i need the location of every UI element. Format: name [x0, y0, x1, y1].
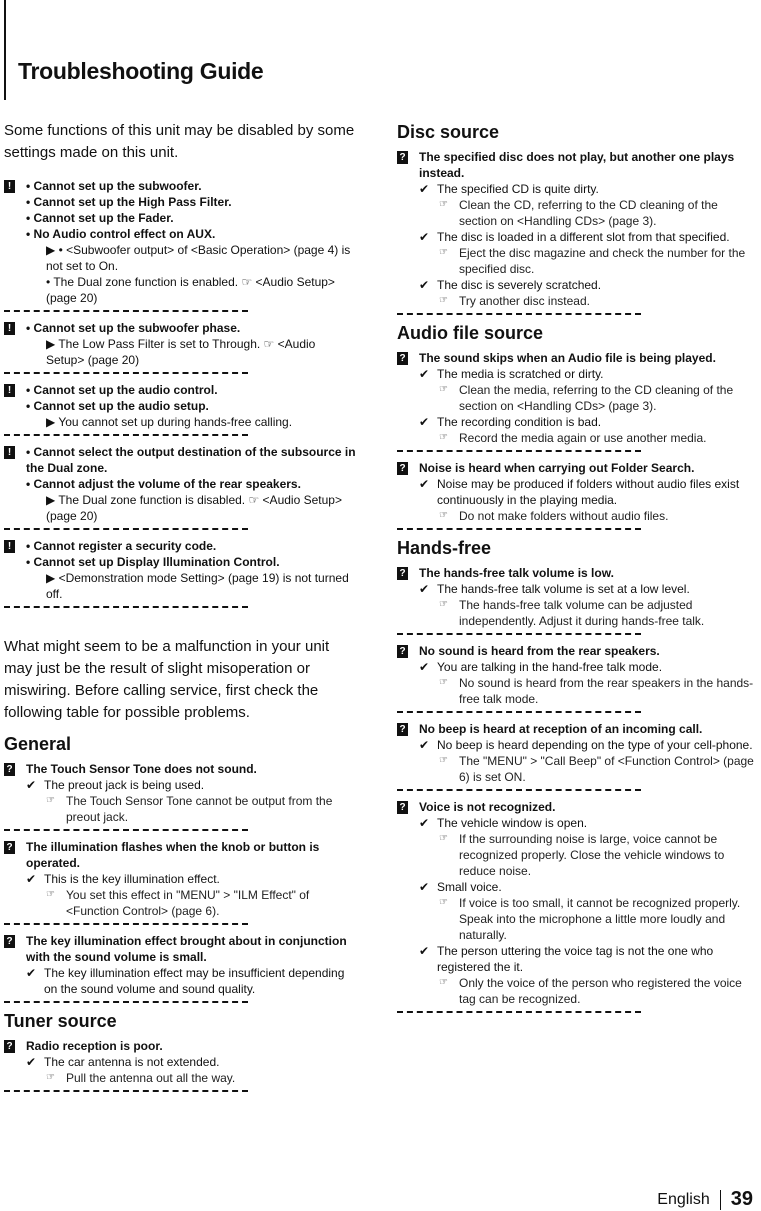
problem-question: [397, 350, 759, 366]
function-item: [4, 382, 356, 398]
problem-cause-text: The recording condition is bad.: [437, 415, 602, 429]
tuner-problems: [4, 1038, 356, 1092]
dashed-separator: [4, 923, 248, 925]
problem-remedy: [397, 382, 759, 414]
problem-cause-text: The disc is severely scratched.: [437, 278, 602, 292]
problem-question: [397, 149, 759, 181]
disabled-functions-list: [4, 178, 356, 608]
page-footer: [657, 1188, 753, 1211]
function-item: [4, 538, 356, 554]
function-item: [4, 210, 356, 226]
question-box-icon: ?: [397, 567, 408, 580]
question-box-icon: ?: [397, 352, 408, 365]
function-item: [4, 476, 356, 492]
problem-remedy-text: No sound is heard from the rear speakers in the hands-free talk mode.: [459, 676, 754, 706]
check-icon: ✔: [26, 966, 37, 980]
problem-question-text: No beep is heard at reception of an incoming call.: [419, 722, 703, 736]
function-item-text: • Cannot set up Display Illumination Control.: [26, 555, 280, 569]
pointing-hand-icon: ☞: [439, 599, 448, 610]
function-item: [4, 554, 356, 570]
problem-remedy-text: The Touch Sensor Tone cannot be output from the preout jack.: [66, 794, 333, 824]
problem-entry: [4, 839, 356, 925]
problem-cause: [397, 366, 759, 382]
problem-cause: [397, 879, 759, 895]
problem-remedy: [397, 245, 759, 277]
info-box-icon: !: [4, 384, 15, 397]
problem-cause-text: The key illumination effect may be insufficient depending on the sound volume and sound quality.: [44, 966, 345, 996]
check-icon: ✔: [26, 778, 37, 792]
info-box-icon: !: [4, 446, 15, 459]
function-item-text: • Cannot set up the subwoofer phase.: [26, 321, 241, 335]
question-box-icon: ?: [4, 935, 15, 948]
problem-cause-text: The specified CD is quite dirty.: [437, 182, 599, 196]
dashed-separator: [397, 633, 641, 635]
section-heading-disc: Disc source: [397, 122, 500, 142]
check-icon: ✔: [419, 415, 430, 429]
function-note-text: ▶ You cannot set up during hands-free calling.: [46, 415, 293, 429]
problem-remedy: [397, 975, 759, 1007]
problem-remedy: [397, 293, 759, 309]
check-icon: ✔: [419, 880, 430, 894]
problem-cause-text: The hands-free talk volume is set at a low level.: [437, 582, 690, 596]
intro-paragraph-2: What might seem to be a malfunction in your unit may just be the result of slight misoperation or miswiring. Before calling service, first check the following table for possible problems.: [4, 638, 330, 721]
problem-entry: [4, 1038, 356, 1092]
problem-cause: [397, 943, 759, 975]
problem-question-text: Voice is not recognized.: [419, 800, 556, 814]
problem-cause: [397, 659, 759, 675]
function-item-text: • Cannot register a security code.: [26, 539, 217, 553]
problem-remedy-text: If voice is too small, it cannot be recognized properly. Speak into the microphone a little more loudly and naturally.: [459, 896, 741, 942]
problem-cause: [397, 815, 759, 831]
problem-cause-text: Small voice.: [437, 880, 502, 894]
problem-question-text: The sound skips when an Audio file is being played.: [419, 351, 716, 365]
problem-question: [397, 643, 759, 659]
function-note: [4, 274, 356, 306]
pointing-hand-icon: ☞: [439, 897, 448, 908]
pointing-hand-icon: ☞: [46, 889, 55, 900]
section-heading-audio-file: Audio file source: [397, 323, 544, 343]
info-box-icon: !: [4, 322, 15, 335]
footer-page-number: 39: [730, 1188, 753, 1210]
check-icon: ✔: [419, 230, 430, 244]
problem-remedy-text: Do not make folders without audio files.: [459, 509, 669, 523]
check-icon: ✔: [419, 738, 430, 752]
check-icon: ✔: [26, 872, 37, 886]
dashed-separator: [4, 829, 248, 831]
pointing-hand-icon: ☞: [439, 977, 448, 988]
page-title: Troubleshooting Guide: [18, 58, 264, 84]
problem-entry: [397, 721, 759, 791]
problem-cause: [397, 229, 759, 245]
problem-question: [4, 933, 356, 965]
function-group: [4, 382, 356, 436]
function-item-text: • Cannot set up the audio control.: [26, 383, 218, 397]
problem-question: [397, 460, 759, 476]
problem-remedy: [4, 1070, 356, 1086]
check-icon: ✔: [26, 1055, 37, 1069]
question-box-icon: ?: [4, 763, 15, 776]
problem-cause-text: The vehicle window is open.: [437, 816, 588, 830]
problem-entry: [4, 933, 356, 1003]
question-box-icon: ?: [397, 462, 408, 475]
dashed-separator: [4, 528, 248, 530]
pointing-hand-icon: ☞: [46, 1072, 55, 1083]
dashed-separator: [4, 1090, 248, 1092]
dashed-separator: [4, 310, 248, 312]
function-item: [4, 178, 356, 194]
problem-cause: [397, 476, 759, 508]
dashed-separator: [4, 1001, 248, 1003]
section-heading-tuner: Tuner source: [4, 1011, 117, 1031]
function-note: [4, 242, 356, 274]
dashed-separator: [397, 789, 641, 791]
question-box-icon: ?: [397, 801, 408, 814]
check-icon: ✔: [419, 367, 430, 381]
check-icon: ✔: [419, 477, 430, 491]
problem-question-text: The hands-free talk volume is low.: [419, 566, 614, 580]
problem-cause-text: You are talking in the hand-free talk mode.: [437, 660, 663, 674]
function-item: [4, 226, 356, 242]
problem-remedy-text: The hands-free talk volume can be adjusted independently. Adjust it during hands-free talk.: [459, 598, 705, 628]
function-item-text: • Cannot set up the Fader.: [26, 211, 174, 225]
check-icon: ✔: [419, 582, 430, 596]
pointing-hand-icon: ☞: [439, 677, 448, 688]
problem-question-text: No sound is heard from the rear speakers.: [419, 644, 660, 658]
problem-remedy: [4, 887, 356, 919]
function-item-text: • Cannot select the output destination of the subsource in the Dual zone.: [26, 445, 356, 475]
function-group: [4, 320, 356, 374]
problem-cause: [4, 965, 356, 997]
function-item-text: • Cannot adjust the volume of the rear speakers.: [26, 477, 301, 491]
problem-entry: [397, 149, 759, 315]
problem-question: [397, 565, 759, 581]
problem-cause: [397, 581, 759, 597]
problem-remedy-text: Pull the antenna out all the way.: [66, 1071, 236, 1085]
question-box-icon: ?: [397, 723, 408, 736]
pointing-hand-icon: ☞: [439, 247, 448, 258]
function-item-text: • No Audio control effect on AUX.: [26, 227, 216, 241]
problem-question-text: Radio reception is poor.: [26, 1039, 163, 1053]
problem-cause-text: No beep is heard depending on the type of your cell-phone.: [437, 738, 753, 752]
problem-cause-text: The preout jack is being used.: [44, 778, 205, 792]
function-note-text: ▶ The Dual zone function is disabled. ☞ <Audio Setup> (page 20): [46, 493, 342, 523]
problem-question: [4, 1038, 356, 1054]
check-icon: ✔: [419, 816, 430, 830]
function-note: [4, 414, 356, 430]
problem-cause-text: The car antenna is not extended.: [44, 1055, 220, 1069]
problem-cause-text: The media is scratched or dirty.: [437, 367, 604, 381]
function-item-text: • Cannot set up the subwoofer.: [26, 179, 202, 193]
function-note-text: ▶ • <Subwoofer output> of <Basic Operation> (page 4) is not set to On.: [46, 243, 351, 273]
footer-divider: [720, 1190, 721, 1210]
problem-question: [397, 799, 759, 815]
pointing-hand-icon: ☞: [439, 510, 448, 521]
function-note-text: • The Dual zone function is enabled. ☞ <Audio Setup> (page 20): [46, 275, 335, 305]
function-item: [4, 320, 356, 336]
problem-question-text: The key illumination effect brought about in conjunction with the sound volume is small.: [26, 934, 347, 964]
question-box-icon: ?: [4, 1040, 15, 1053]
problem-cause-text: Noise may be produced if folders without audio files exist continuously in the playing media.: [437, 477, 740, 507]
section-heading-general: General: [4, 734, 72, 754]
pointing-hand-icon: ☞: [439, 199, 448, 210]
pointing-hand-icon: ☞: [439, 295, 448, 306]
problem-remedy-text: Try another disc instead.: [459, 294, 590, 308]
function-item: [4, 444, 356, 476]
intro-paragraph-1: Some functions of this unit may be disabled by some settings made on this unit.: [4, 122, 355, 161]
function-item-text: • Cannot set up the audio setup.: [26, 399, 209, 413]
dashed-separator: [4, 434, 248, 436]
check-icon: ✔: [419, 660, 430, 674]
pointing-hand-icon: ☞: [46, 795, 55, 806]
pointing-hand-icon: ☞: [439, 384, 448, 395]
problem-remedy-text: You set this effect in "MENU" > "ILM Effect" of <Function Control> (page 6).: [66, 888, 310, 918]
dashed-separator: [4, 606, 248, 608]
general-problems: [4, 761, 356, 1003]
problem-entry: [4, 761, 356, 831]
problem-cause: [397, 737, 759, 753]
problem-remedy: [4, 793, 356, 825]
function-item: [4, 194, 356, 210]
footer-language: English: [657, 1190, 710, 1208]
problem-remedy: [397, 197, 759, 229]
problem-remedy-text: Eject the disc magazine and check the number for the specified disc.: [459, 246, 746, 276]
page-edge-bar: [4, 0, 6, 100]
problem-remedy-text: If the surrounding noise is large, voice cannot be recognized properly. Close the vehicle windows to reduce noise.: [459, 832, 725, 878]
problem-entry: [397, 799, 759, 1013]
info-box-icon: !: [4, 540, 15, 553]
problem-cause: [4, 871, 356, 887]
function-group: [4, 178, 356, 312]
problem-remedy: [397, 597, 759, 629]
dashed-separator: [397, 313, 641, 315]
problem-cause-text: The disc is loaded in a different slot from that specified.: [437, 230, 730, 244]
problem-cause: [397, 181, 759, 197]
problem-question-text: The specified disc does not play, but another one plays instead.: [419, 150, 735, 180]
problem-cause-text: The person uttering the voice tag is not the one who registered the it.: [437, 944, 714, 974]
question-box-icon: ?: [397, 151, 408, 164]
problem-cause: [397, 414, 759, 430]
problem-cause: [397, 277, 759, 293]
problem-remedy-text: Only the voice of the person who registered the voice tag can be recognized.: [459, 976, 742, 1006]
problem-remedy-text: The "MENU" > "Call Beep" of <Function Control> (page 6) is set ON.: [459, 754, 754, 784]
check-icon: ✔: [419, 278, 430, 292]
pointing-hand-icon: ☞: [439, 432, 448, 443]
dashed-separator: [397, 711, 641, 713]
problem-entry: [397, 565, 759, 635]
left-column: [4, 120, 356, 1100]
function-note: [4, 570, 356, 602]
problem-remedy: [397, 430, 759, 446]
problem-remedy-text: Clean the media, referring to the CD cleaning of the section on <Handling CDs> (page 3).: [459, 383, 734, 413]
disc-problems: [397, 149, 759, 315]
problem-question: [4, 839, 356, 871]
problem-remedy-text: Clean the CD, referring to the CD cleaning of the section on <Handling CDs> (page 3).: [459, 198, 718, 228]
problem-entry: [397, 643, 759, 713]
problem-remedy: [397, 831, 759, 879]
function-note-text: ▶ <Demonstration mode Setting> (page 19) is not turned off.: [46, 571, 349, 601]
function-note-text: ▶ The Low Pass Filter is set to Through. ☞ <Audio Setup> (page 20): [46, 337, 316, 367]
pointing-hand-icon: ☞: [439, 833, 448, 844]
problem-cause: [4, 777, 356, 793]
dashed-separator: [397, 1011, 641, 1013]
check-icon: ✔: [419, 944, 430, 958]
problem-cause-text: This is the key illumination effect.: [44, 872, 220, 886]
problem-remedy-text: Record the media again or use another media.: [459, 431, 707, 445]
function-note: [4, 492, 356, 524]
hands-free-problems: [397, 565, 759, 1013]
problem-remedy: [397, 675, 759, 707]
problem-question: [397, 721, 759, 737]
problem-remedy: [397, 508, 759, 524]
function-group: [4, 538, 356, 608]
problem-remedy: [397, 753, 759, 785]
function-note: [4, 336, 356, 368]
problem-question-text: Noise is heard when carrying out Folder Search.: [419, 461, 695, 475]
problem-question: [4, 761, 356, 777]
problem-cause: [4, 1054, 356, 1070]
problem-entry: [397, 350, 759, 452]
problem-remedy: [397, 895, 759, 943]
check-icon: ✔: [419, 182, 430, 196]
function-item-text: • Cannot set up the High Pass Filter.: [26, 195, 232, 209]
dashed-separator: [397, 450, 641, 452]
problem-entry: [397, 460, 759, 530]
audio-file-problems: [397, 350, 759, 530]
dashed-separator: [397, 528, 641, 530]
question-box-icon: ?: [397, 645, 408, 658]
problem-question-text: The illumination flashes when the knob or button is operated.: [26, 840, 320, 870]
problem-question-text: The Touch Sensor Tone does not sound.: [26, 762, 257, 776]
pointing-hand-icon: ☞: [439, 755, 448, 766]
right-column: [397, 122, 759, 1021]
function-item: [4, 398, 356, 414]
function-group: [4, 444, 356, 530]
info-box-icon: !: [4, 180, 15, 193]
section-heading-hands-free: Hands-free: [397, 538, 492, 558]
dashed-separator: [4, 372, 248, 374]
question-box-icon: ?: [4, 841, 15, 854]
